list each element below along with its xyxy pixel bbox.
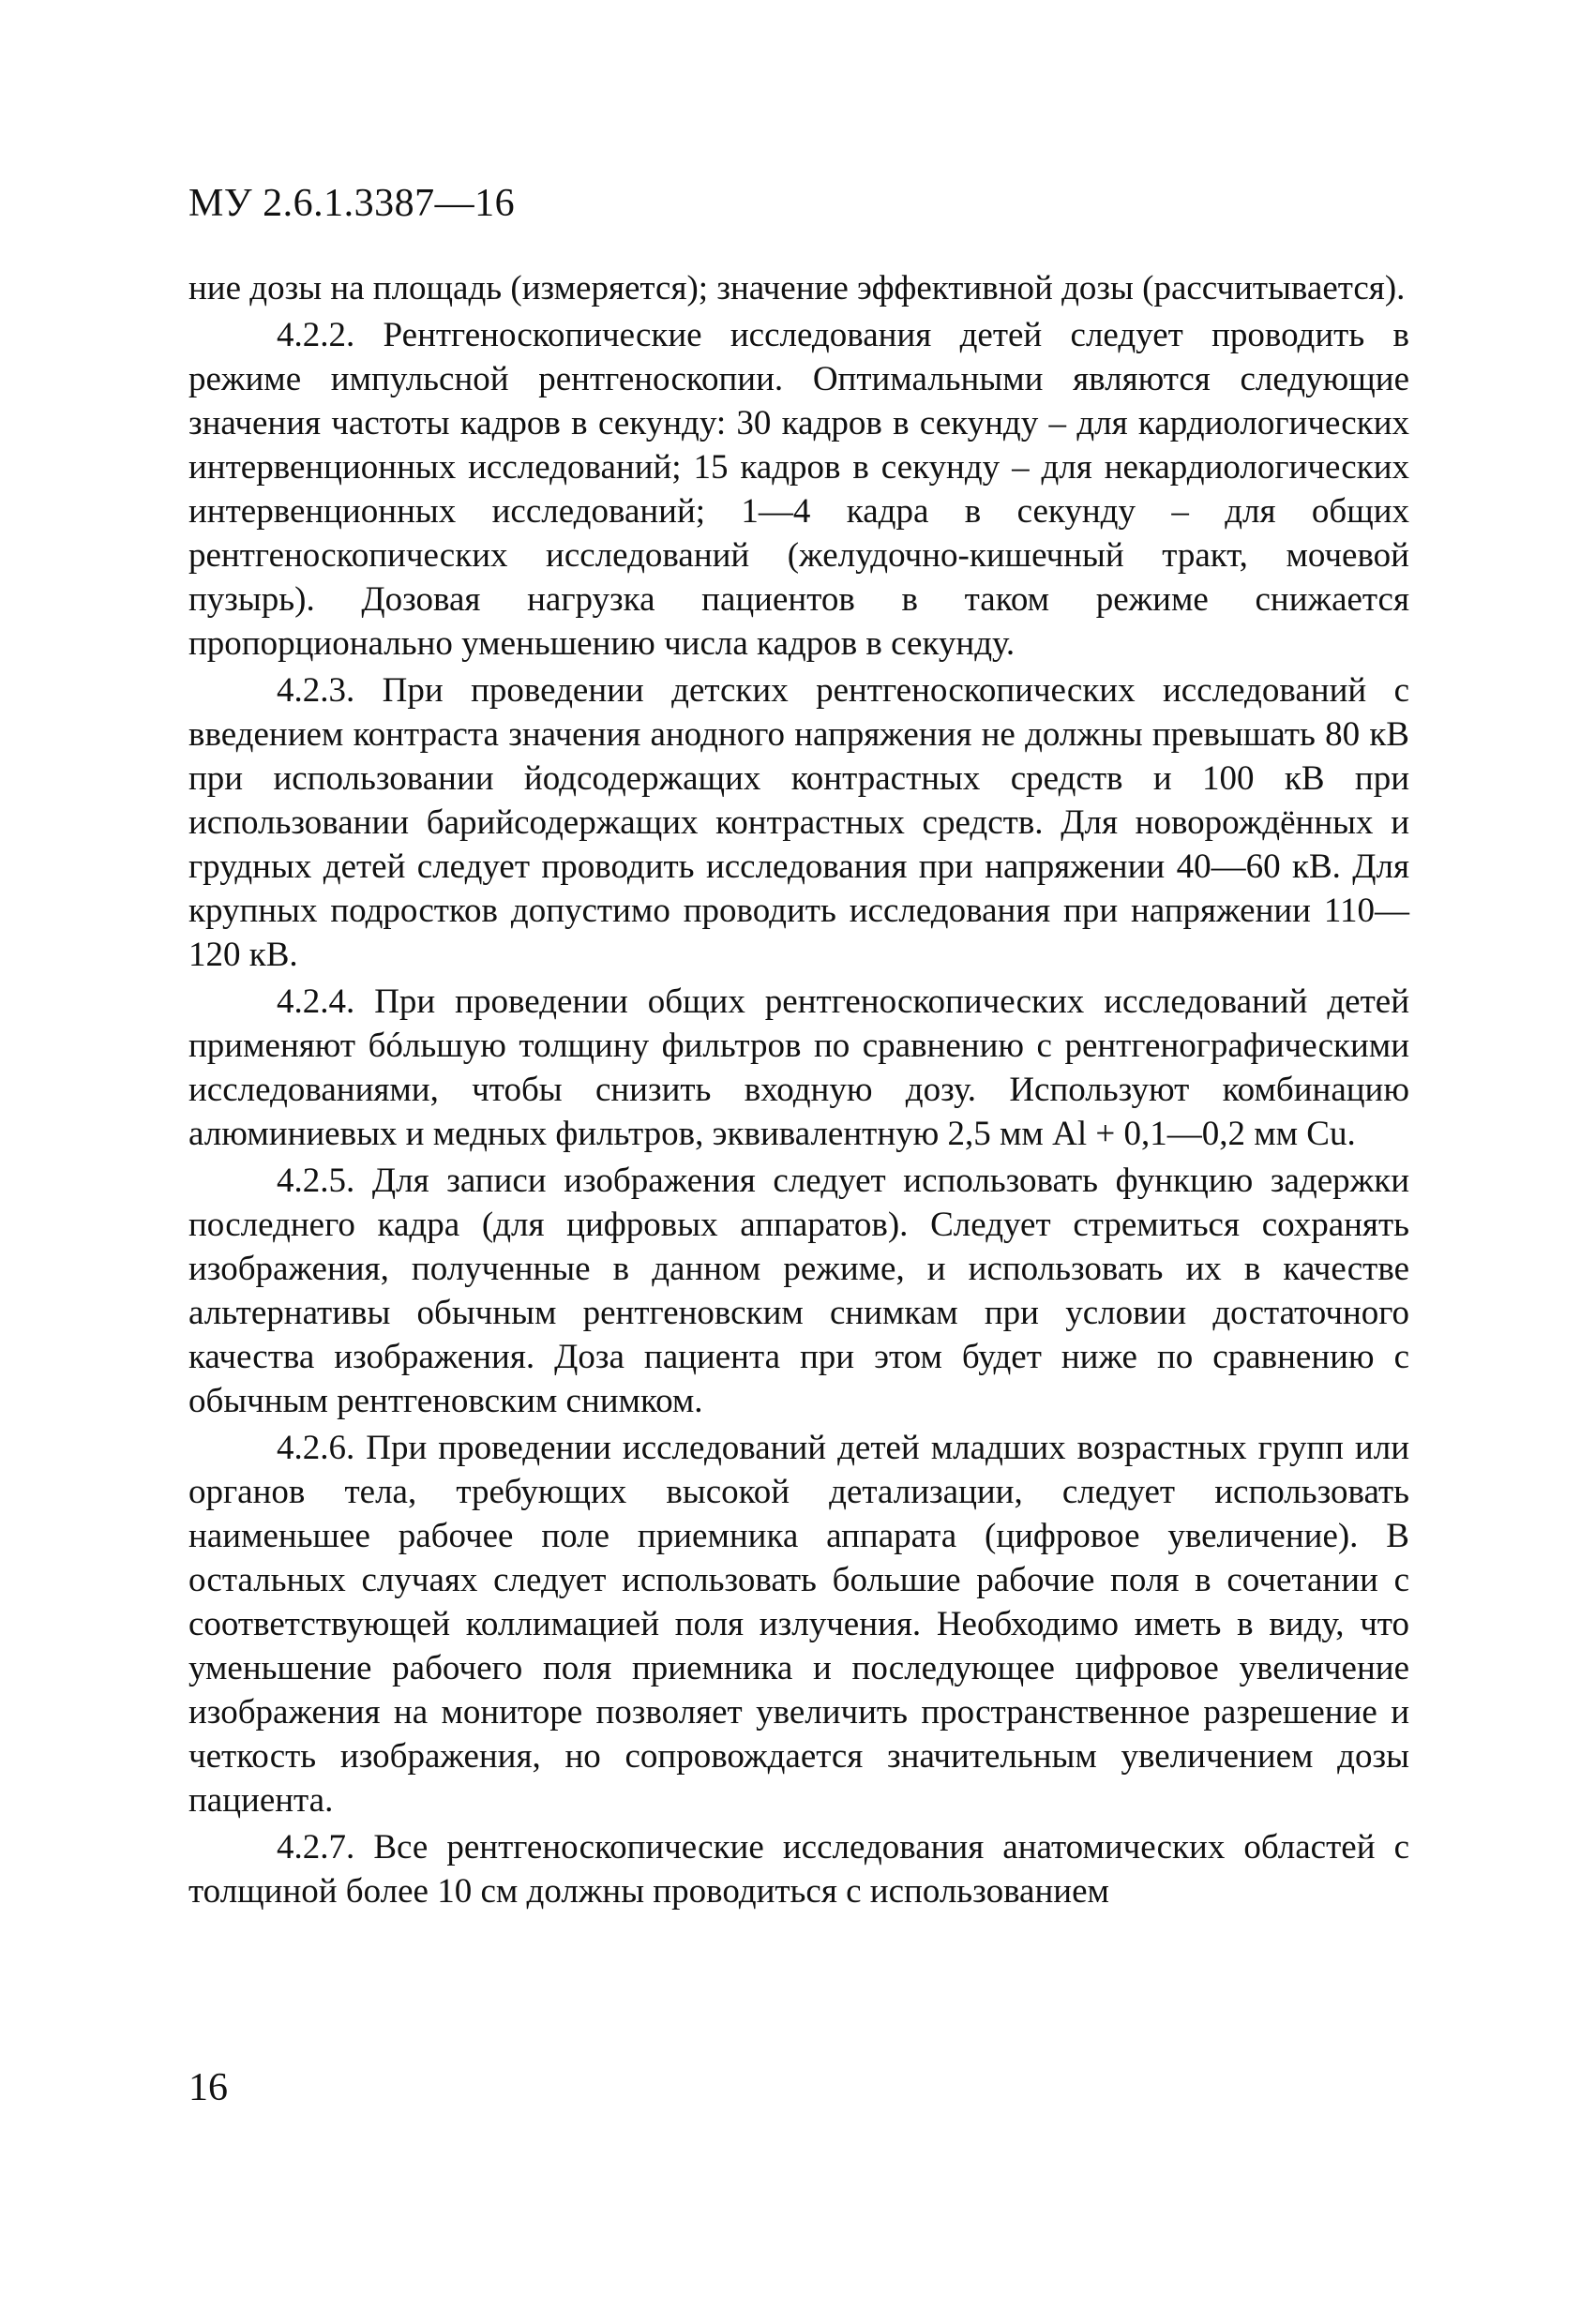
- paragraph-4-2-7: 4.2.7. Все рентгеноскопические исследования анатомических областей с толщиной более 10 см должны проводиться с использованием: [188, 1828, 1409, 1911]
- page-number: 16: [188, 2066, 228, 2109]
- document-code-header: МУ 2.6.1.3387—16: [188, 182, 516, 225]
- paragraph-4-2-4: 4.2.4. При проведении общих рентгеноскопических исследований детей применяют бóльшую толщину фильтров по сравнению с рентгенографическими исследованиями, чтобы снизить входную дозу. Используют комбинацию алюминиевых и медных фильтров, эквивалентную 2,5 мм Al + 0,1—0,2 мм Cu.: [188, 982, 1409, 1153]
- paragraph-4-2-5: 4.2.5. Для записи изображения следует использовать функцию задержки последнего кадра (для цифровых аппаратов). Следует стремиться сохранять изображения, полученные в данном режиме, и использовать их в качестве альтернативы обычным рентгеновским снимкам при условии достаточного качества изображения. Доза пациента при этом будет ниже по сравнению с обычным рентгеновским снимком.: [188, 1162, 1409, 1420]
- document-body: [188, 266, 1409, 1916]
- paragraph-4-2-2: 4.2.2. Рентгеноскопические исследования детей следует проводить в режиме импульсной рентгеноскопии. Оптимальными являются следующие значения частоты кадров в секунду: 30 кадров в секунду – для кардиологических интервенционных исследований; 15 кадров в секунду – для некардиологических интервенционных исследований; 1—4 кадра в секунду – для общих рентгеноскопических исследований (желудочно-кишечный тракт, мочевой пузырь). Дозовая нагрузка пациентов в таком режиме снижается пропорционально уменьшению числа кадров в секунду.: [188, 316, 1409, 663]
- paragraph-continuation: ние дозы на площадь (измеряется); значение эффективной дозы (рассчитывается).: [188, 269, 1406, 307]
- paragraph-4-2-6: 4.2.6. При проведении исследований детей младших возрастных групп или органов тела, требующих высокой детализации, следует использовать наименьшее рабочее поле приемника аппарата (цифровое увеличение). В остальных случаях следует использовать большие рабочие поля в сочетании с соответствующей коллимацией поля излучения. Необходимо иметь в виду, что уменьшение рабочего поля приемника и последующее цифровое увеличение изображения на мониторе позволяет увеличить пространственное разрешение и четкость изображения, но сопровождается значительным увеличением дозы пациента.: [188, 1429, 1409, 1820]
- paragraph-4-2-3: 4.2.3. При проведении детских рентгеноскопических исследований с введением контраста значения анодного напряжения не должны превышать 80 кВ при использовании йодсодержащих контрастных средств и 100 кВ при использовании барийсодержащих контрастных средств. Для новорождённых и грудных детей следует проводить исследования при напряжении 40—60 кВ. Для крупных подростков допустимо проводить исследования при напряжении 110—120 кВ.: [188, 671, 1409, 974]
